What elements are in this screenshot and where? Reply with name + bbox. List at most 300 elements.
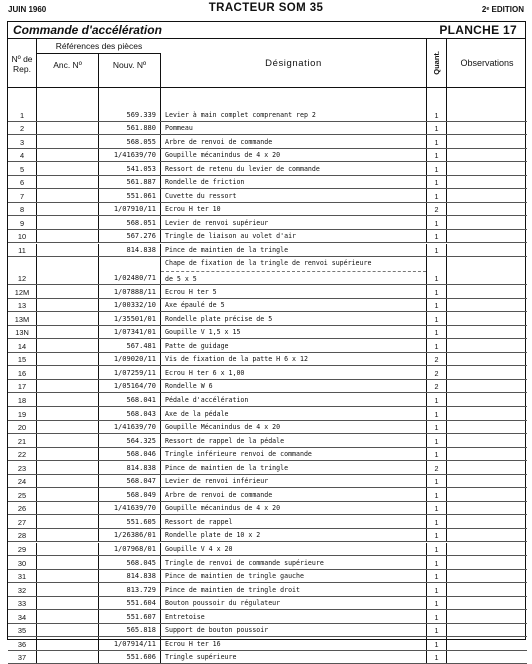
table-row [8,407,527,421]
table-row [8,448,527,462]
designation-text: Levier de renvoi supérieur [165,218,269,227]
quantity-cell [427,488,447,501]
quantity-text: 1 [434,341,439,351]
new-number-cell [99,529,161,542]
observations-cell [447,257,527,284]
quantity-text: 1 [434,558,439,568]
rep-text: 7 [19,191,25,201]
table-row [8,230,527,244]
new-number-cell [99,162,161,175]
rep-cell [8,448,37,461]
anc-number-cell [37,448,99,461]
rep-text: 27 [17,517,27,527]
rep-text: 29 [17,545,27,555]
table-row [8,203,527,217]
new-number-cell [99,88,161,121]
rep-text: 24 [17,477,27,487]
anc-number-cell [37,299,99,312]
rep-text: 18 [17,395,27,405]
rep-cell [8,475,37,488]
new-number-cell [99,583,161,596]
rep-text: 17 [17,382,27,392]
col-header-rep [8,39,37,87]
designation-text: Tringle inférieure renvoi de commande [165,450,312,459]
observations-cell [447,488,527,501]
rep-cell [8,597,37,610]
new-number-text: 568.043 [126,409,156,418]
quantity-cell [427,203,447,216]
rep-text: 5 [19,164,25,174]
rep-text: 26 [17,504,27,514]
rep-cell [8,339,37,352]
observations-cell [447,326,527,339]
observations-cell [447,393,527,406]
rep-cell [8,299,37,312]
anc-number-cell [37,529,99,542]
rep-text: 23 [17,463,27,473]
quantity-cell [427,135,447,148]
rep-cell [8,610,37,623]
new-number-text: 568.045 [126,558,156,567]
designation-cell [161,515,427,528]
designation-text: Rondelle plate précise de 5 [165,314,273,323]
anc-number-cell [37,583,99,596]
designation-cell [161,135,427,148]
table-row [8,312,527,326]
new-number-cell [99,488,161,501]
quantity-text: 1 [434,151,439,161]
new-number-cell [99,475,161,488]
anc-number-cell [37,393,99,406]
rep-cell [8,556,37,569]
edition-label: 2ᵉ EDITION [481,5,524,14]
new-number-text: 1/02480/71 [113,274,156,283]
rep-text: 11 [18,246,26,256]
rep-text: 12 [17,274,27,284]
designation-cell [161,366,427,379]
anc-number-cell [37,257,99,284]
anc-number-cell [37,88,99,121]
quantity-text: 1 [434,314,439,324]
rep-text: 30 [17,558,27,568]
rep-text: 16 [17,368,27,378]
new-number-text: 568.049 [126,490,156,499]
col-header-anc: Anc. Nº [37,54,99,88]
rep-cell [8,257,37,284]
rep-text: 25 [17,490,27,500]
new-number-text: 1/07914/11 [113,639,156,648]
designation-cell [161,637,427,650]
anc-number-cell [37,230,99,243]
designation-cell [161,299,427,312]
new-number-cell [99,122,161,135]
table-row [8,502,527,516]
anc-number-cell [37,543,99,556]
quantity-cell [427,543,447,556]
designation-text: Rondelle de friction [165,178,245,187]
table-row [8,543,527,557]
new-number-text: 1/07968/01 [113,545,156,554]
rep-cell [8,203,37,216]
rep-text: 33 [17,599,27,609]
quantity-text: 1 [434,178,439,188]
quantity-text: 1 [434,450,439,460]
new-number-cell [99,610,161,623]
observations-cell [447,285,527,298]
new-number-cell [99,407,161,420]
quantity-cell [427,176,447,189]
table-row [8,610,527,624]
designation-cell [161,326,427,339]
new-number-cell [99,556,161,569]
observations-cell [447,461,527,474]
quantity-cell [427,448,447,461]
plate-number: PLANCHE 17 [439,23,517,37]
rep-text: 19 [17,409,27,419]
anc-number-cell [37,380,99,393]
new-number-cell [99,216,161,229]
new-number-text: 568.041 [126,395,156,404]
new-number-cell [99,651,161,664]
rep-text: 3 [19,137,25,147]
designation-text: Ecrou H ter 10 [165,205,221,214]
new-number-cell [99,339,161,352]
quantity-cell [427,610,447,623]
column-header-row [8,39,525,88]
col-header-observations-label: Observations [460,58,514,68]
anc-number-cell [37,556,99,569]
quantity-cell [427,637,447,650]
designation-cell [161,149,427,162]
new-number-text: 567.276 [126,232,156,241]
table-row [8,244,527,258]
rep-cell [8,189,37,202]
observations-cell [447,353,527,366]
new-number-cell [99,597,161,610]
designation-text: Pince de maintien de tringle gauche [165,572,304,581]
rep-cell [8,583,37,596]
designation-text: Vis de fixation de la patte H 6 x 12 [165,355,308,364]
designation-cell [161,285,427,298]
observations-cell [447,244,527,257]
designation-text: Goupille mécanindus de 4 x 20 [165,504,281,513]
quantity-text: 1 [434,301,439,311]
new-number-text: 1/07259/11 [113,368,156,377]
new-number-cell [99,570,161,583]
rep-cell [8,624,37,637]
designation-text: Axe de la pédale [165,409,229,418]
table-title-bar [8,22,525,39]
designation-cell [161,597,427,610]
observations-cell [447,366,527,379]
quantity-text: 1 [434,137,439,147]
designation-text: Levier de renvoi inférieur [165,477,269,486]
new-number-text: 568.047 [126,477,156,486]
rep-text: 15 [17,355,27,365]
quantity-cell [427,529,447,542]
issue-date: JUIN 1960 [8,5,47,14]
rep-cell [8,393,37,406]
anc-number-cell [37,624,99,637]
designation-text: Goupille V 1,5 x 15 [165,328,241,337]
observations-cell [447,583,527,596]
designation-cell [161,448,427,461]
table-row [8,135,527,149]
rep-cell [8,230,37,243]
quantity-cell [427,393,447,406]
anc-number-cell [37,421,99,434]
anc-number-cell [37,312,99,325]
quantity-cell [427,257,447,284]
new-number-text: 551.605 [126,517,156,526]
quantity-cell [427,407,447,420]
designation-cell [161,421,427,434]
quantity-text: 1 [434,545,439,555]
designation-cell [161,407,427,420]
col-header-rep-label: Nº de Rep. [11,54,33,74]
anc-number-cell [37,502,99,515]
new-number-cell [99,203,161,216]
designation-cell [161,380,427,393]
quantity-text: 2 [434,205,439,215]
new-number-cell [99,624,161,637]
rep-text: 14 [17,341,27,351]
designation-text: Ressort de rappel de la pédale [165,436,285,445]
new-number-text: 1/07888/11 [113,287,156,296]
observations-cell [447,230,527,243]
table-row [8,488,527,502]
quantity-text: 1 [434,328,439,338]
quantity-text: 1 [434,626,439,636]
rep-text: 34 [17,612,27,622]
anc-number-cell [37,515,99,528]
table-row [8,353,527,367]
row-divider-dashed [161,271,426,272]
quantity-text: 1 [434,572,439,582]
new-number-text: 1/07910/11 [113,205,156,214]
designation-text: Ecrou H ter 5 [165,287,217,296]
designation-cell [161,244,427,257]
designation-cell [161,556,427,569]
document-title: TRACTEUR SOM 35 [208,2,324,14]
designation-cell [161,353,427,366]
rep-cell [8,543,37,556]
quantity-text: 1 [434,409,439,419]
rep-cell [8,407,37,420]
anc-number-cell [37,651,99,664]
designation-cell [161,502,427,515]
rep-text: 12M [14,287,30,297]
designation-cell [161,176,427,189]
new-number-text: 1/26386/01 [113,531,156,540]
table-row [8,285,527,299]
col-header-designation-label: Désignation [265,57,322,69]
observations-cell [447,216,527,229]
new-number-cell [99,326,161,339]
designation-cell [161,624,427,637]
designation-text: Tringle de renvoi de commande supérieure [165,558,324,567]
anc-number-cell [37,149,99,162]
observations-cell [447,448,527,461]
quantity-text: 1 [434,218,439,228]
observations-cell [447,515,527,528]
anc-number-cell [37,339,99,352]
new-number-cell [99,244,161,257]
table-row [8,637,527,651]
observations-cell [447,543,527,556]
quantity-cell [427,122,447,135]
observations-cell [447,312,527,325]
designation-text: Ecrou H ter 6 x 1,00 [165,368,245,377]
quantity-cell [427,244,447,257]
quantity-cell [427,475,447,488]
new-number-text: 1/07341/01 [113,328,156,337]
new-number-text: 814.838 [126,246,156,255]
rep-text: 13N [15,328,29,338]
rep-cell [8,461,37,474]
rep-cell [8,421,37,434]
designation-text: Entretoise [165,612,205,621]
designation-text: Pince de maintien de la tringle [165,463,289,472]
observations-cell [447,502,527,515]
table-row [8,326,527,340]
quantity-cell [427,216,447,229]
new-number-text: 541.053 [126,164,156,173]
quantity-cell [427,162,447,175]
designation-cell [161,257,427,284]
observations-cell [447,299,527,312]
designation-cell [161,651,427,664]
rep-cell [8,353,37,366]
rep-text: 21 [17,436,27,446]
new-number-cell [99,502,161,515]
new-number-text: 1/35501/01 [113,314,156,323]
new-number-cell [99,515,161,528]
rep-cell [8,244,37,257]
table-row [8,393,527,407]
quantity-cell [427,149,447,162]
rep-cell [8,570,37,583]
new-number-text: 1/41639/70 [113,504,156,513]
quantity-text: 1 [434,110,439,120]
quantity-text: 2 [434,355,439,365]
anc-number-cell [37,176,99,189]
designation-cell [161,203,427,216]
rep-text: 35 [17,626,27,636]
quantity-cell [427,624,447,637]
quantity-text: 1 [434,612,439,622]
rep-text: 2 [19,124,25,134]
parts-table [7,21,526,663]
new-number-cell [99,299,161,312]
designation-cell [161,461,427,474]
quantity-cell [427,556,447,569]
rep-cell [8,216,37,229]
designation-text: Cuvette du ressort [165,191,237,200]
rep-cell [8,515,37,528]
rep-cell [8,149,37,162]
quantity-cell [427,339,447,352]
rep-cell [8,312,37,325]
designation-cell [161,529,427,542]
rep-cell [8,135,37,148]
table-row [8,366,527,380]
quantity-cell [427,326,447,339]
quantity-cell [427,88,447,121]
quantity-text: 1 [434,395,439,405]
new-number-text: 1/09020/11 [113,355,156,364]
observations-cell [447,162,527,175]
designation-cell [161,162,427,175]
designation-text: Support de bouton poussoir [165,626,269,635]
designation-text: Ecrou H ter 16 [165,639,221,648]
quantity-cell [427,515,447,528]
new-number-text: 564.325 [126,436,156,445]
table-row [8,380,527,394]
anc-number-cell [37,244,99,257]
observations-cell [447,189,527,202]
anc-number-cell [37,189,99,202]
quantity-text: 1 [434,191,439,201]
quantity-text: 1 [434,423,439,433]
new-number-text: 551.604 [126,599,156,608]
anc-number-cell [37,610,99,623]
observations-cell [447,407,527,420]
quantity-cell [427,651,447,664]
table-row [8,624,527,638]
rep-text: 22 [17,450,27,460]
designation-cell [161,570,427,583]
rep-text: 6 [19,178,25,188]
quantity-cell [427,285,447,298]
new-number-text: 568.051 [126,218,156,227]
quantity-cell [427,312,447,325]
designation-text: Axe épaulé de 5 [165,301,225,310]
designation-cell [161,216,427,229]
new-number-text: 561.880 [126,124,156,133]
new-number-text: 569.339 [126,110,156,119]
rep-text: 28 [17,531,27,541]
table-row [8,421,527,435]
quantity-cell [427,366,447,379]
anc-number-cell [37,203,99,216]
anc-number-cell [37,488,99,501]
new-number-cell [99,149,161,162]
new-number-cell [99,434,161,447]
anc-number-cell [37,407,99,420]
anc-number-cell [37,597,99,610]
designation-cell [161,434,427,447]
new-number-cell [99,393,161,406]
anc-number-cell [37,285,99,298]
quantity-text: 2 [434,368,439,378]
designation-text: Rondelle plate de 10 x 2 [165,531,261,540]
designation-cell [161,122,427,135]
anc-number-cell [37,326,99,339]
quantity-cell [427,353,447,366]
anc-number-cell [37,637,99,650]
observations-cell [447,651,527,664]
quantity-cell [427,434,447,447]
quantity-text: 1 [434,585,439,595]
quantity-text: 1 [434,504,439,514]
rep-text: 4 [19,151,25,161]
table-row [8,122,527,136]
col-header-nouv: Nouv. Nº [99,54,161,88]
table-row [8,597,527,611]
rep-text: 8 [19,205,25,215]
new-number-cell [99,543,161,556]
